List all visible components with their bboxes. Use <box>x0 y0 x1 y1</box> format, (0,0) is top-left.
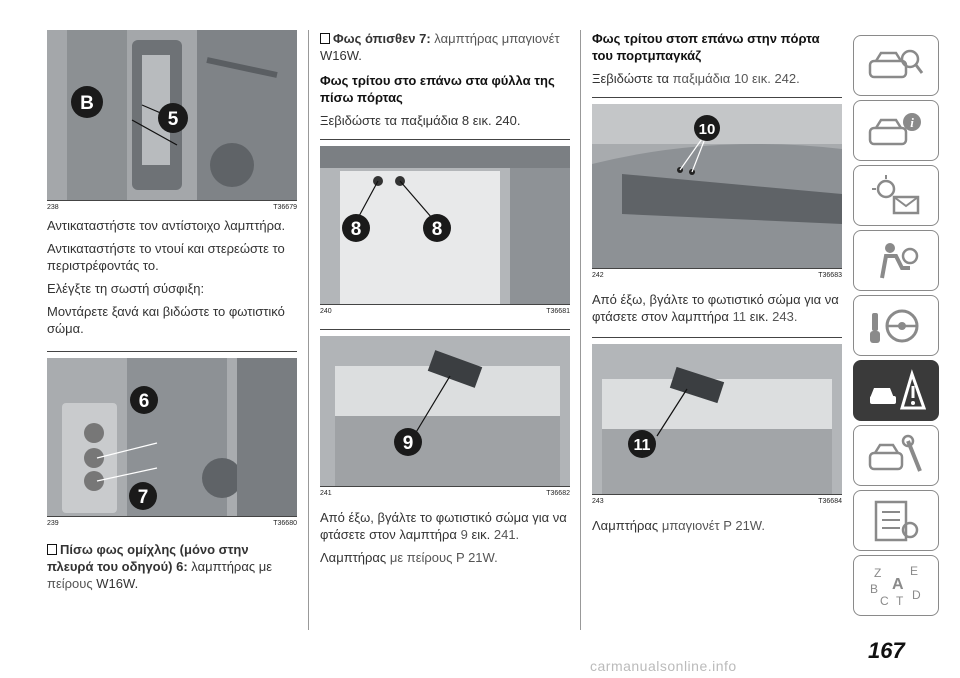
tab-car-service[interactable] <box>853 425 939 486</box>
callout-10: 10 <box>698 121 716 138</box>
paragraph: Λαμπτήρας με πείρους P 21W. <box>320 550 498 565</box>
figure-240-caption <box>320 304 570 315</box>
figure-242-caption <box>592 268 842 279</box>
figure-242-photo <box>592 104 842 268</box>
paragraph: Αντικαταστήστε τον αντίστοιχο λαμπτήρα. <box>47 218 286 233</box>
figure-code: T36682 <box>546 490 570 497</box>
callout-6: 6 <box>138 391 150 412</box>
page-number: 167 <box>868 638 905 663</box>
paragraph: Ξεβιδώστε τα παξιμάδια 10 εικ. 242. <box>592 71 800 86</box>
figure-240-photo <box>320 146 570 304</box>
figure-239 <box>47 351 297 527</box>
car-service-icon <box>866 433 926 479</box>
figure-code: T36680 <box>273 520 297 527</box>
paragraph: Ελέγξτε τη σωστή σύσφιξη: <box>47 281 205 296</box>
svg-text:A: A <box>892 575 904 593</box>
paragraph: Μοντάρετε ξανά και βιδώστε το φωτιστικό σώμα. <box>47 304 285 336</box>
column-2 <box>320 30 570 572</box>
callout-11: 11 <box>633 437 651 454</box>
figure-238-caption <box>47 200 297 211</box>
figure-238-photo <box>47 30 297 200</box>
figure-number: 242 <box>592 272 604 279</box>
tab-car-info[interactable] <box>853 100 939 161</box>
svg-text:B: B <box>870 581 879 596</box>
svg-text:D: D <box>912 587 921 602</box>
index-alphabet-icon <box>866 563 926 609</box>
figure-number: 241 <box>320 490 332 497</box>
tab-steering-key[interactable] <box>853 295 939 356</box>
lights-message-icon <box>866 173 926 219</box>
callout-8: 8 <box>431 219 443 240</box>
tab-car-warning[interactable] <box>853 360 939 421</box>
tab-checklist[interactable] <box>853 490 939 551</box>
figure-number: 239 <box>47 520 59 527</box>
rear-fog-light-text: Πίσω φως ομίχλης (μόνο στην πλευρά του οδηγού) 6: λαμπτήρας με πείρους W16W. <box>47 542 272 591</box>
figure-code: T36681 <box>546 308 570 315</box>
tab-car-search[interactable] <box>853 35 939 96</box>
paragraph: Αντικαταστήστε το ντουί και στερεώστε το περιστρέφοντάς το. <box>47 241 285 273</box>
paragraph: Λαμπτήρας μπαγιονέτ P 21W. <box>592 518 765 533</box>
steering-key-icon <box>866 303 926 349</box>
figure-243-caption <box>592 494 842 505</box>
tab-index[interactable] <box>853 555 939 616</box>
svg-text:i: i <box>910 114 914 130</box>
figure-242 <box>592 97 842 279</box>
paragraph: Από έξω, βγάλτε το φωτιστικό σώμα για να φτάσετε στον λαμπτήρα 11 εικ. 243. <box>592 292 839 324</box>
callout-5: 5 <box>167 109 179 130</box>
svg-text:Z: Z <box>874 565 882 580</box>
tab-lights-message[interactable] <box>853 165 939 226</box>
figure-243-photo <box>592 344 842 494</box>
column-3 <box>592 30 842 540</box>
figure-241-photo <box>320 336 570 486</box>
svg-text:T: T <box>896 593 904 608</box>
callout-B: B <box>80 93 94 114</box>
figure-238 <box>47 30 297 211</box>
figure-number: 240 <box>320 308 332 315</box>
figure-240 <box>320 139 570 315</box>
paragraph: Από έξω, βγάλτε το φωτιστικό σώμα για να φτάσετε στον λαμπτήρα 9 εικ. 241. <box>320 510 567 542</box>
figure-241 <box>320 329 570 497</box>
figure-number: 238 <box>47 204 59 211</box>
figure-code: T36683 <box>818 272 842 279</box>
figure-243 <box>592 337 842 505</box>
column-1 <box>47 30 297 598</box>
paragraph: Ξεβιδώστε τα παξιμάδια 8 εικ. 240. <box>320 113 521 128</box>
section-heading: Φως τρίτου στοπ επάνω στην πόρτα του πορτμπαγκάζ <box>592 31 820 63</box>
figure-239-photo <box>47 358 297 516</box>
reverse-light-text: Φως όπισθεν 7: λαμπτήρας μπαγιονέτ W16W. <box>320 31 560 63</box>
figure-code: T36679 <box>273 204 297 211</box>
callout-7: 7 <box>137 487 149 508</box>
svg-text:C: C <box>880 593 889 608</box>
figure-number: 243 <box>592 498 604 505</box>
tab-airbag-seat[interactable] <box>853 230 939 291</box>
figure-code: T36684 <box>818 498 842 505</box>
car-info-icon <box>866 108 926 154</box>
callout-9: 9 <box>402 433 414 454</box>
section-heading: Φως τρίτου στο επάνω στα φύλλα της πίσω πόρτας <box>320 73 555 105</box>
callout-8: 8 <box>350 219 362 240</box>
checkbox-square-icon <box>320 33 330 44</box>
svg-text:E: E <box>910 563 919 578</box>
figure-241-caption <box>320 486 570 497</box>
figure-239-caption <box>47 516 297 527</box>
chapter-tabs <box>853 35 939 620</box>
checkbox-square-icon <box>47 544 57 555</box>
car-search-icon <box>866 43 926 89</box>
checklist-icon <box>866 498 926 544</box>
airbag-seat-icon <box>866 238 926 284</box>
car-warning-icon <box>866 368 926 414</box>
watermark: carmanualsonline.info <box>590 658 737 674</box>
